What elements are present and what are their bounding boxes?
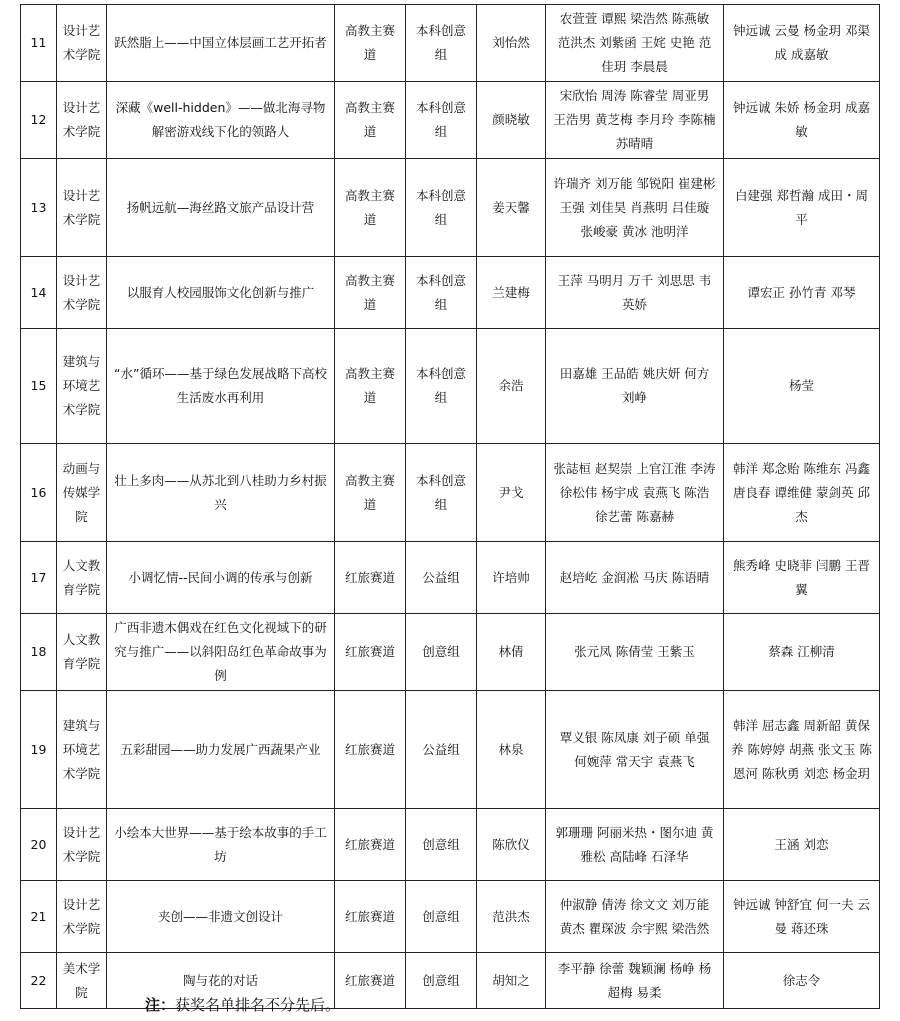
cell-members: 田嘉雄 王品皓 姚庆妍 何方 刘峥 [546, 329, 724, 444]
cell-college: 设计艺术学院 [57, 257, 107, 329]
cell-project: “水”循环——基于绿色发展战略下高校生活废水再利用 [107, 329, 335, 444]
cell-number: 16 [21, 444, 57, 542]
cell-number: 21 [21, 881, 57, 953]
cell-track: 高教主赛道 [335, 257, 406, 329]
cell-number: 18 [21, 614, 57, 691]
cell-leader: 林泉 [477, 691, 546, 809]
cell-number: 19 [21, 691, 57, 809]
cell-college: 人文教育学院 [57, 614, 107, 691]
cell-leader: 尹戈 [477, 444, 546, 542]
cell-leader: 胡知之 [477, 953, 546, 1009]
cell-group: 公益组 [406, 691, 477, 809]
cell-number: 22 [21, 953, 57, 1009]
cell-number: 13 [21, 159, 57, 257]
footnote [145, 994, 340, 1016]
cell-track: 红旅赛道 [335, 881, 406, 953]
cell-advisors: 韩洋 郑念贻 陈维东 冯鑫 唐良春 谭维健 蒙剑英 邱杰 [724, 444, 880, 542]
cell-leader: 许培帅 [477, 542, 546, 614]
cell-members: 覃义银 陈凤康 刘子硕 单强 何婉萍 常天宇 袁燕飞 [546, 691, 724, 809]
cell-college: 设计艺术学院 [57, 5, 107, 82]
cell-leader: 林倩 [477, 614, 546, 691]
cell-project: 深藏《well-hidden》——做北海寻物解密游戏线下化的领路人 [107, 82, 335, 159]
table-row [21, 329, 880, 444]
cell-members: 王萍 马明月 万千 刘思思 韦英娇 [546, 257, 724, 329]
cell-leader: 姜天馨 [477, 159, 546, 257]
cell-number: 15 [21, 329, 57, 444]
table-row [21, 444, 880, 542]
cell-track: 高教主赛道 [335, 82, 406, 159]
cell-advisors: 徐志令 [724, 953, 880, 1009]
cell-advisors: 蔡森 江柳清 [724, 614, 880, 691]
cell-group: 创意组 [406, 614, 477, 691]
cell-college: 美术学院 [57, 953, 107, 1009]
cell-group: 本科创意组 [406, 159, 477, 257]
table-row [21, 82, 880, 159]
cell-advisors: 杨莹 [724, 329, 880, 444]
cell-advisors: 钟远诚 钟舒宜 何一夫 云曼 蒋还珠 [724, 881, 880, 953]
table-row [21, 542, 880, 614]
cell-members: 农萱萱 谭熙 梁浩然 陈燕敏 范洪杰 刘紫函 王姹 史艳 范佳玥 李晨晨 [546, 5, 724, 82]
cell-leader: 陈欣仪 [477, 809, 546, 881]
cell-members: 李平静 徐蕾 魏颖澜 杨峥 杨超梅 易柔 [546, 953, 724, 1009]
cell-leader: 范洪杰 [477, 881, 546, 953]
cell-members: 张元凤 陈倩莹 王紫玉 [546, 614, 724, 691]
table-row [21, 809, 880, 881]
cell-project: 扬帆远航—海丝路文旅产品设计营 [107, 159, 335, 257]
cell-leader: 刘怡然 [477, 5, 546, 82]
cell-project: 陶与花的对话 [107, 953, 335, 1009]
cell-advisors: 熊秀峰 史晓菲 闫鹏 王晋翼 [724, 542, 880, 614]
cell-group: 创意组 [406, 809, 477, 881]
cell-track: 高教主赛道 [335, 5, 406, 82]
cell-college: 设计艺术学院 [57, 809, 107, 881]
cell-project: 跃然脂上——中国立体层画工艺开拓者 [107, 5, 335, 82]
cell-members: 张誌桓 赵契崇 上官江淮 李涛 徐松伟 杨宇成 袁燕飞 陈浩 徐艺蕾 陈嘉赫 [546, 444, 724, 542]
cell-track: 红旅赛道 [335, 953, 406, 1009]
cell-track: 高教主赛道 [335, 329, 406, 444]
cell-project: 以服育人校园服饰文化创新与推广 [107, 257, 335, 329]
cell-number: 11 [21, 5, 57, 82]
cell-college: 人文教育学院 [57, 542, 107, 614]
cell-group: 本科创意组 [406, 5, 477, 82]
cell-number: 17 [21, 542, 57, 614]
cell-track: 红旅赛道 [335, 614, 406, 691]
cell-advisors: 韩洋 屈志鑫 周新韶 黄保养 陈婷婷 胡燕 张文玉 陈恩河 陈秋勇 刘恋 杨金玥 [724, 691, 880, 809]
cell-advisors: 王涵 刘恋 [724, 809, 880, 881]
cell-college: 建筑与环境艺术学院 [57, 691, 107, 809]
cell-group: 本科创意组 [406, 444, 477, 542]
cell-track: 高教主赛道 [335, 159, 406, 257]
cell-members: 许瑞齐 刘万能 邹锐阳 崔建彬 王强 刘佳昊 肖燕明 吕佳璇 张峻豪 黄冰 池明洋 [546, 159, 724, 257]
cell-number: 12 [21, 82, 57, 159]
cell-advisors: 白建强 郑哲瀚 成田・周平 [724, 159, 880, 257]
cell-advisors: 钟远诚 朱娇 杨金玥 成嘉敏 [724, 82, 880, 159]
cell-members: 仲淑静 倩涛 徐文文 刘万能 黄杰 瞿琛波 佘宇熙 梁浩然 [546, 881, 724, 953]
cell-college: 设计艺术学院 [57, 82, 107, 159]
cell-leader: 兰建梅 [477, 257, 546, 329]
footnote-text: 获奖名单排名不分先后。 [175, 996, 341, 1014]
cell-members: 赵培屹 金润凇 马庆 陈语晴 [546, 542, 724, 614]
cell-group: 公益组 [406, 542, 477, 614]
table-row [21, 257, 880, 329]
cell-group: 创意组 [406, 881, 477, 953]
footnote-label: 注： [145, 996, 176, 1014]
award-list-table [20, 4, 880, 1009]
cell-project: 广西非遗木偶戏在红色文化视域下的研究与推广——以斜阳岛红色革命故事为例 [107, 614, 335, 691]
cell-advisors: 谭宏正 孙竹青 邓琴 [724, 257, 880, 329]
cell-leader: 颜晓敏 [477, 82, 546, 159]
cell-group: 本科创意组 [406, 329, 477, 444]
cell-project: 小绘本大世界——基于绘本故事的手工坊 [107, 809, 335, 881]
cell-members: 郭珊珊 阿丽米热・图尔迪 黄雅松 高陆峰 石泽华 [546, 809, 724, 881]
cell-number: 14 [21, 257, 57, 329]
table-row [21, 691, 880, 809]
cell-track: 高教主赛道 [335, 444, 406, 542]
cell-advisors: 钟远诚 云曼 杨金玥 邓渠成 成嘉敏 [724, 5, 880, 82]
cell-college: 设计艺术学院 [57, 159, 107, 257]
cell-college: 建筑与环境艺术学院 [57, 329, 107, 444]
cell-track: 红旅赛道 [335, 809, 406, 881]
table-row [21, 159, 880, 257]
cell-group: 创意组 [406, 953, 477, 1009]
cell-project: 五彩甜园——助力发展广西蔬果产业 [107, 691, 335, 809]
cell-project: 夹创——非遗文创设计 [107, 881, 335, 953]
cell-track: 红旅赛道 [335, 542, 406, 614]
cell-group: 本科创意组 [406, 82, 477, 159]
cell-leader: 余浩 [477, 329, 546, 444]
cell-members: 宋欣怡 周涛 陈睿莹 周亚男 王浩男 黄芝梅 李月玲 李陈楠 苏晴晴 [546, 82, 724, 159]
table-row [21, 881, 880, 953]
cell-group: 本科创意组 [406, 257, 477, 329]
cell-number: 20 [21, 809, 57, 881]
cell-project: 壮上多肉——从苏北到八桂助力乡村振兴 [107, 444, 335, 542]
table-row [21, 614, 880, 691]
cell-track: 红旅赛道 [335, 691, 406, 809]
table-row [21, 5, 880, 82]
cell-project: 小调忆情--民间小调的传承与创新 [107, 542, 335, 614]
cell-college: 动画与传媒学院 [57, 444, 107, 542]
cell-college: 设计艺术学院 [57, 881, 107, 953]
